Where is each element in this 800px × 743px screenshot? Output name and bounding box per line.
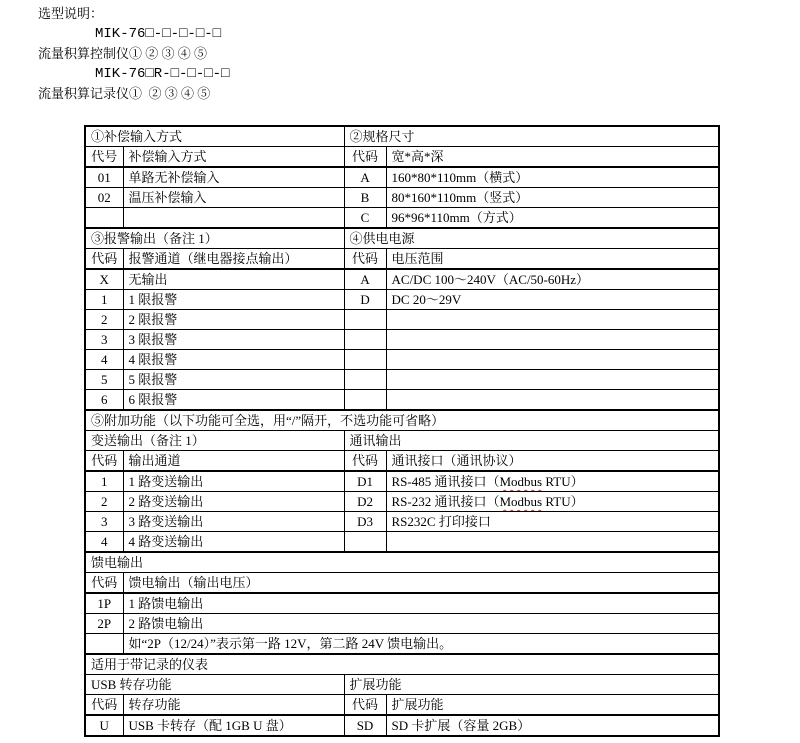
column-header-desc: 转存功能 bbox=[123, 695, 344, 716]
desc-cell: USB 卡转存（配 1GB U 盘） bbox=[123, 715, 344, 736]
column-header-desc: 输出通道 bbox=[123, 451, 344, 472]
model-selection-legend bbox=[38, 4, 229, 104]
section-title-dimensions: ②规格尺寸 bbox=[344, 126, 719, 147]
table-row bbox=[85, 431, 719, 451]
column-header-code: 代号 bbox=[85, 147, 123, 168]
section-title-additional-functions: ⑤附加功能（以下功能可全选，用“/”隔开，不选功能可省略） bbox=[85, 410, 719, 431]
code-cell: A bbox=[344, 269, 386, 290]
table-row bbox=[85, 126, 719, 147]
column-header-desc: 宽*高*深 bbox=[386, 147, 719, 168]
column-header-desc: 电压范围 bbox=[386, 249, 719, 270]
code-cell: 4 bbox=[85, 532, 123, 553]
table-row bbox=[85, 573, 719, 594]
empty-cell bbox=[344, 330, 386, 350]
desc-cell: 1 限报警 bbox=[123, 290, 344, 310]
code-cell: 3 bbox=[85, 330, 123, 350]
table-row bbox=[85, 410, 719, 431]
desc-cell: 3 限报警 bbox=[123, 330, 344, 350]
desc-cell: SD 卡扩展（容量 2GB） bbox=[386, 715, 719, 736]
desc-cell: 2 限报警 bbox=[123, 310, 344, 330]
table-row bbox=[85, 532, 719, 553]
recorder-model-code: MIK-76□R-□-□-□-□ bbox=[95, 66, 230, 82]
table-row bbox=[85, 492, 719, 512]
empty-cell bbox=[344, 310, 386, 330]
table-row bbox=[85, 269, 719, 290]
misspelled-word: Modbus bbox=[499, 474, 543, 489]
empty-cell bbox=[344, 390, 386, 411]
recorder-model-label: 流量积算记录仪① ② ③ ④ ⑤ bbox=[38, 86, 211, 101]
column-header-code: 代码 bbox=[85, 573, 123, 594]
code-cell: U bbox=[85, 715, 123, 736]
comm-interface-cell bbox=[386, 492, 719, 512]
code-cell: 2 bbox=[85, 492, 123, 512]
column-header-desc: 补偿输入方式 bbox=[123, 147, 344, 168]
comm-interface-prefix: RS-485 通讯接口（ bbox=[391, 474, 500, 489]
code-cell: 1 bbox=[85, 290, 123, 310]
column-header-desc: 扩展功能 bbox=[386, 695, 719, 716]
column-header-code: 代码 bbox=[85, 451, 123, 472]
desc-cell: 4 限报警 bbox=[123, 350, 344, 370]
code-cell: 1 bbox=[85, 471, 123, 492]
desc-cell: 6 限报警 bbox=[123, 390, 344, 411]
code-cell: X bbox=[85, 269, 123, 290]
empty-cell bbox=[344, 370, 386, 390]
controller-model-code: MIK-76□-□-□-□-□ bbox=[95, 26, 222, 42]
desc-cell: 3 路变送输出 bbox=[123, 512, 344, 532]
column-header-code: 代码 bbox=[344, 695, 386, 716]
code-cell: A bbox=[344, 167, 386, 188]
empty-cell bbox=[386, 532, 719, 553]
table-row bbox=[85, 593, 719, 614]
misspelled-word: Modbus bbox=[499, 494, 543, 509]
section-title-usb-function: USB 转存功能 bbox=[85, 675, 344, 695]
desc-cell: 4 路变送输出 bbox=[123, 532, 344, 553]
section-title-feed-output: 馈电输出 bbox=[85, 552, 719, 573]
table-row bbox=[85, 208, 719, 229]
column-header-code: 代码 bbox=[85, 695, 123, 716]
empty-cell bbox=[386, 370, 719, 390]
code-cell: SD bbox=[344, 715, 386, 736]
empty-cell bbox=[344, 350, 386, 370]
table-row bbox=[85, 370, 719, 390]
column-header-desc: 通讯接口（通讯协议） bbox=[386, 451, 719, 472]
comm-interface-cell bbox=[386, 471, 719, 492]
empty-cell bbox=[123, 208, 344, 229]
desc-cell: 80*160*110mm（竖式） bbox=[386, 188, 719, 208]
column-header-desc: 报警通道（继电器接点输出） bbox=[123, 249, 344, 270]
comm-interface-suffix: RTU） bbox=[542, 474, 584, 489]
section-title-comm-output: 通讯输出 bbox=[344, 431, 719, 451]
controller-model-label: 流量积算控制仪① ② ③ ④ ⑤ bbox=[38, 46, 208, 61]
table-row bbox=[85, 695, 719, 716]
code-cell: D1 bbox=[344, 471, 386, 492]
desc-cell: 2 路馈电输出 bbox=[123, 614, 719, 634]
section-title-alarm-output: ③报警输出（备注 1） bbox=[85, 228, 344, 249]
code-cell: 3 bbox=[85, 512, 123, 532]
empty-cell bbox=[85, 208, 123, 229]
table-row bbox=[85, 675, 719, 695]
comm-interface-prefix: RS232C 打印接口 bbox=[391, 514, 491, 529]
code-cell: 6 bbox=[85, 390, 123, 411]
desc-cell: 单路无补偿输入 bbox=[123, 167, 344, 188]
table-row bbox=[85, 188, 719, 208]
empty-cell bbox=[386, 310, 719, 330]
code-cell: D2 bbox=[344, 492, 386, 512]
desc-cell: 1 路变送输出 bbox=[123, 471, 344, 492]
code-cell: D3 bbox=[344, 512, 386, 532]
column-header-code: 代码 bbox=[344, 249, 386, 270]
table-row bbox=[85, 330, 719, 350]
table-row bbox=[85, 249, 719, 270]
desc-cell: 96*96*110mm（方式） bbox=[386, 208, 719, 229]
section-title-record-instruments: 适用于带记录的仪表 bbox=[85, 654, 719, 675]
desc-cell: DC 20～29V bbox=[386, 290, 719, 310]
code-cell: 01 bbox=[85, 167, 123, 188]
table-row bbox=[85, 512, 719, 532]
page-title: 选型说明： bbox=[38, 6, 104, 21]
section-title-transmit-output: 变送输出（备注 1） bbox=[85, 431, 344, 451]
empty-cell bbox=[85, 634, 123, 655]
desc-cell: 5 限报警 bbox=[123, 370, 344, 390]
table-row bbox=[85, 290, 719, 310]
section-title-comp-input: ①补偿输入方式 bbox=[85, 126, 344, 147]
table-row bbox=[85, 350, 719, 370]
desc-cell: 温压补偿输入 bbox=[123, 188, 344, 208]
code-cell: C bbox=[344, 208, 386, 229]
code-cell: B bbox=[344, 188, 386, 208]
empty-cell bbox=[344, 532, 386, 553]
column-header-code: 代码 bbox=[344, 451, 386, 472]
desc-cell: 无输出 bbox=[123, 269, 344, 290]
table-row bbox=[85, 654, 719, 675]
empty-cell bbox=[386, 350, 719, 370]
code-cell: 2P bbox=[85, 614, 123, 634]
table-row bbox=[85, 167, 719, 188]
desc-cell: 2 路变送输出 bbox=[123, 492, 344, 512]
comm-interface-cell bbox=[386, 512, 719, 532]
code-cell: 2 bbox=[85, 310, 123, 330]
code-cell: 4 bbox=[85, 350, 123, 370]
section-title-power-supply: ④供电电源 bbox=[344, 228, 719, 249]
table-row bbox=[85, 451, 719, 472]
table-row bbox=[85, 228, 719, 249]
empty-cell bbox=[386, 390, 719, 411]
desc-cell: 160*80*110mm（横式） bbox=[386, 167, 719, 188]
section-title-expand-function: 扩展功能 bbox=[344, 675, 719, 695]
table-row bbox=[85, 715, 719, 736]
comm-interface-suffix: RTU） bbox=[542, 494, 584, 509]
code-cell: 1P bbox=[85, 593, 123, 614]
feed-output-note: 如“2P（12/24）”表示第一路 12V，第二路 24V 馈电输出。 bbox=[123, 634, 719, 655]
comm-interface-prefix: RS-232 通讯接口（ bbox=[391, 494, 500, 509]
column-header-desc: 馈电输出（输出电压） bbox=[123, 573, 719, 594]
table-row bbox=[85, 147, 719, 168]
code-cell: 02 bbox=[85, 188, 123, 208]
column-header-code: 代码 bbox=[344, 147, 386, 168]
table-row bbox=[85, 471, 719, 492]
table-row bbox=[85, 310, 719, 330]
code-cell: D bbox=[344, 290, 386, 310]
selection-spec-table bbox=[84, 125, 720, 737]
desc-cell: 1 路馈电输出 bbox=[123, 593, 719, 614]
column-header-code: 代码 bbox=[85, 249, 123, 270]
table-row bbox=[85, 634, 719, 655]
code-cell: 5 bbox=[85, 370, 123, 390]
table-row bbox=[85, 552, 719, 573]
table-row bbox=[85, 614, 719, 634]
table-row bbox=[85, 390, 719, 411]
desc-cell: AC/DC 100～240V（AC/50-60Hz） bbox=[386, 269, 719, 290]
empty-cell bbox=[386, 330, 719, 350]
